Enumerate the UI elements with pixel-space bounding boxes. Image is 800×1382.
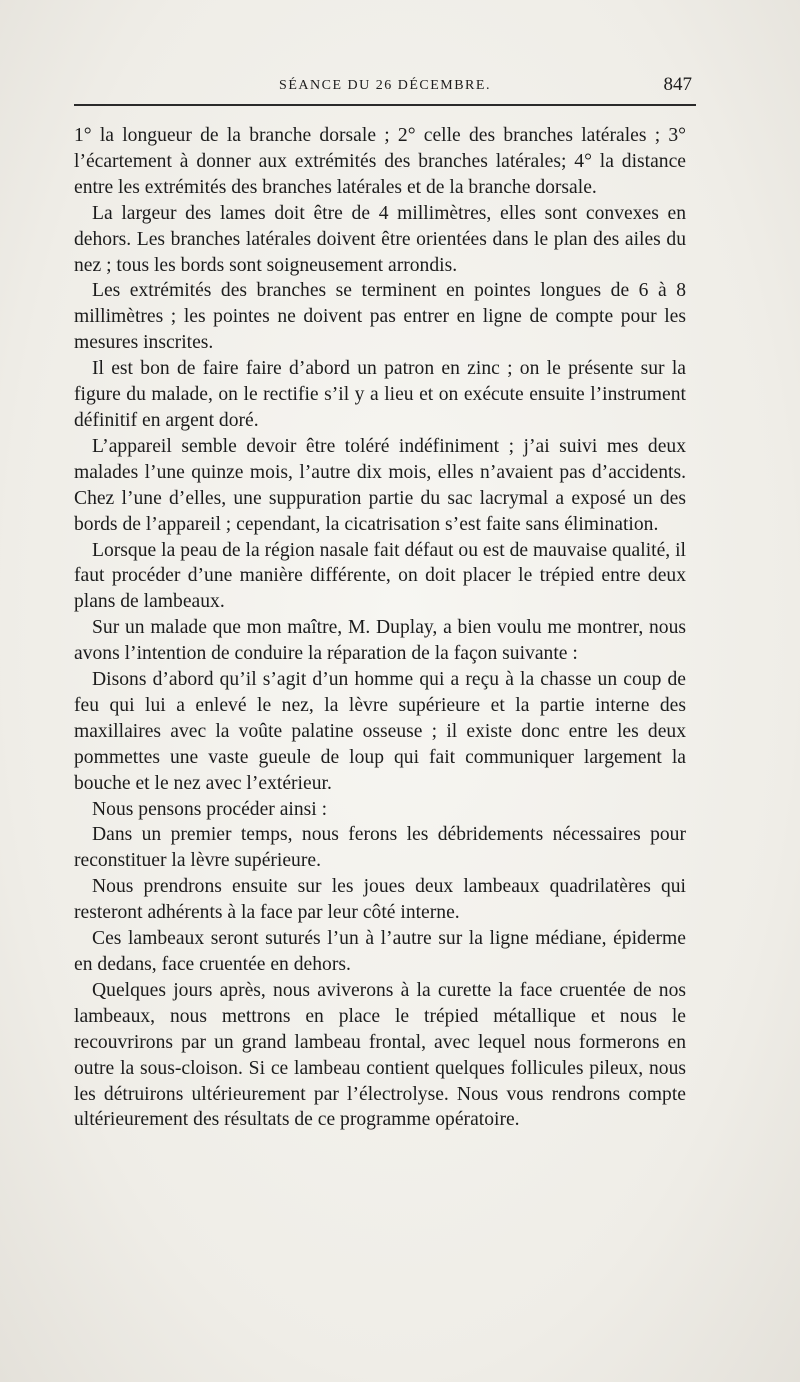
paragraph: Il est bon de faire faire d’abord un patron en zinc ; on le présente sur la figure du malade, on le rectifie s’il y a lieu et on exécute ensuite l’instrument définitif en argent doré. xyxy=(74,358,686,431)
paragraph: Nous pensons procéder ainsi : xyxy=(92,798,328,820)
paragraph: La largeur des lames doit être de 4 millimètres, elles sont convexes en dehors. Les branches latérales doivent être orientées dans le plan des ailes du nez ; tous les bords sont soigneusement arrondis. xyxy=(74,202,686,276)
paragraph: L’appareil semble devoir être toléré indéfiniment ; j’ai suivi mes deux malades l’une quinze mois, l’autre dix mois, elles n’avaient pas d’accidents. Chez l’une d’elles, une suppuration partie du sac lacrymal a exposé un des bords de l’appareil ; cependant, la cicatrisation s’est faite sans élimination. xyxy=(74,435,686,535)
running-title: SÉANCE DU 26 DÉCEMBRE. xyxy=(279,78,491,93)
paragraph: Ces lambeaux seront suturés l’un à l’autre sur la ligne médiane, épiderme en dedans, face cruentée en dehors. xyxy=(74,928,686,975)
paragraph: Les extrémités des branches se terminent en pointes longues de 6 à 8 millimètres ; les pointes ne doivent pas entrer en ligne de compte pour les mesures inscrites. xyxy=(74,280,686,354)
paragraph: Disons d’abord qu’il s’agit d’un homme qui a reçu à la chasse un coup de feu qui lui a enlevé le nez, la lèvre supérieure et la partie interne des maxillaires avec la voûte palatine osseuse ; il existe donc entre les deux pommettes une vaste gueule de loup qui fait communiquer largement la bouche et le nez avec l’extérieur. xyxy=(74,669,686,794)
paragraph: Sur un malade que mon maître, M. Duplay, a bien voulu me montrer, nous avons l’intention de conduire la réparation de la façon suivante : xyxy=(74,617,686,665)
paragraph: Quelques jours après, nous aviverons à la curette la face cruentée de nos lambeaux, nous mettrons en place le trépied métallique et nous le recouvrirons par un grand lambeau frontal, avec lequel nous formerons en outre la sous-cloison. Si ce lambeau contient quelques follicules pileux, nous les détruirons ultérieurement par l’électrolyse. Nous vous rendrons compte ultérieurement des résultats de ce programme opératoire. xyxy=(74,979,686,1131)
page-number: 847 xyxy=(663,74,692,95)
paragraph: Dans un premier temps, nous ferons les débridements nécessaires pour reconstituer la lèvre supérieure. xyxy=(74,824,686,872)
header-rule xyxy=(74,104,696,106)
paragraph: Nous prendrons ensuite sur les joues deux lambeaux quadrilatères qui resteront adhérents à la face par leur côté interne. xyxy=(74,876,686,924)
body-text xyxy=(74,123,686,1133)
paragraph: Lorsque la peau de la région nasale fait défaut ou est de mauvaise qualité, il faut procéder d’une manière différente, on doit placer le trépied entre deux plans de lambeaux. xyxy=(74,539,686,613)
paragraph: 1° la longueur de la branche dorsale ; 2° celle des branches latérales ; 3° l’écartement à donner aux extrémités des branches latérales; 4° la distance entre les extrémités des branches latérales et de la branche dorsale. xyxy=(74,125,686,198)
page-header xyxy=(74,74,696,102)
